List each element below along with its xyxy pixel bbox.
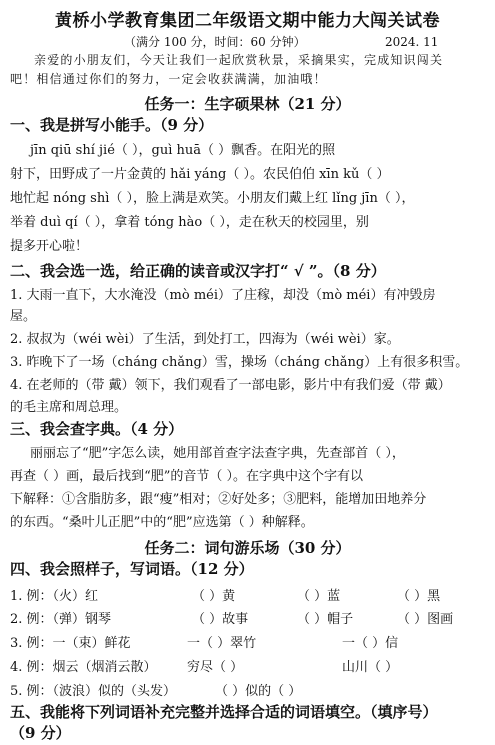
section4-row1-item3: （ ）黑 [397, 589, 441, 604]
section3-line-1: 丽丽忘了“肥”字怎么读，她用部首查字法查字典，先查部首（ ）， [30, 446, 405, 461]
section4-row1-item1: （ ）黄 [192, 589, 236, 604]
section4-row1-item2: （ ）蓝 [297, 589, 341, 604]
section1-line-2: 射下，田野成了一片金黄的 hǎi yáng（ ）。农民伯伯 xīn kǔ（ ） [10, 167, 390, 182]
section4-row2-item2: （ ）帽子 [297, 612, 354, 627]
section4-row4-item1: 穷尽（ ） [187, 660, 244, 675]
section4-row5-example: 5. 例：（波浪）似的（头发） [10, 684, 177, 699]
section2-line-5: 4. 在老师的（带 戴）领下，我们观看了一部电影，影片中有我们爱（带 戴） [10, 378, 451, 393]
section4-row3-example: 3. 例：一（束）鲜花 [10, 636, 131, 651]
section2-line-4: 3. 昨晚下了一场（cháng chǎng）雪，操场（cháng chǎng）上有很多积雪。 [10, 355, 469, 370]
intro-line-1: 亲爱的小朋友们，今天让我们一起欣赏秋景，采摘果实，完成知识闯关 [34, 53, 444, 67]
task2-title: 任务二：词句游乐场（30 分） [144, 539, 351, 557]
section4-row2-item1: （ ）故事 [192, 612, 249, 627]
section3-line-3: 下解释：①含脂肪多，跟“瘦”相对；②好处多；③肥料，能增加田地养分 [10, 492, 427, 507]
section3-line-2: 再查（ ）画，最后找到“肥”的音节（ ）。在字典中这个字有以 [10, 469, 364, 484]
section4-row2-item3: （ ）图画 [397, 612, 454, 627]
section4-row5-item1: （ ）似的（ ） [215, 684, 302, 699]
section4-row4-item2: 山川（ ） [342, 660, 399, 675]
section2-heading: 二、我会选一选，给正确的读音或汉字打“ √ ”。（8 分） [10, 262, 386, 280]
section1-line-1: jīn qiū shí jié（ ），guì huā（ ）飘香。在阳光的照 [30, 143, 336, 158]
section4-heading: 四、我会照样子，写词语。（12 分） [10, 560, 254, 578]
section5-heading-score: （9 分） [10, 724, 71, 742]
section5-heading: 五、我能将下列词语补充完整并选择合适的词语填空。（填序号） [10, 703, 438, 721]
section4-row1-example: 1. 例：（火）红 [10, 589, 99, 604]
exam-meta-score-time: （满分 100 分，时间：60 分钟） [124, 35, 306, 49]
task1-title: 任务一：生字硕果林（21 分） [144, 95, 351, 113]
section4-row4-example: 4. 例：烟云（烟消云散） [10, 660, 157, 675]
section1-line-4: 举着 duì qí（ ），拿着 tóng hào（ ），走在秋天的校园里，别 [10, 215, 369, 230]
section2-line-2: 屋。 [10, 309, 37, 324]
section4-row3-item2: 一（ ）信 [342, 636, 399, 651]
section1-line-5: 提多开心啦！ [10, 239, 89, 254]
section2-line-3: 2. 叔叔为（wéi wèi）了生活，到处打工，四海为（wéi wèi）家。 [10, 332, 400, 347]
section1-heading: 一、我是拼写小能手。（9 分） [10, 116, 214, 134]
section2-line-6: 的毛主席和周总理。 [10, 400, 128, 415]
exam-meta-date: 2024. 11 [385, 35, 439, 49]
section1-line-3: 地忙起 nóng shì（ ），脸上满是欢笑。小朋友们戴上红 lǐng jīn（ ）， [10, 191, 415, 206]
exam-title: 黄桥小学教育集团二年级语文期中能力大闯关试卷 [55, 11, 440, 31]
section3-heading: 三、我会查字典。（4 分） [10, 420, 184, 438]
section4-row2-example: 2. 例：（弹）钢琴 [10, 612, 112, 627]
section3-line-4: 的东西。“桑叶儿正肥”中的“肥”应选第（ ）种解释。 [10, 515, 314, 530]
section2-line-1: 1. 大雨一直下，大水淹没（mò méi）了庄稼，却没（mò méi）有冲毁房 [10, 288, 436, 303]
section4-row3-item1: 一（ ）翠竹 [187, 636, 257, 651]
intro-line-2: 吧！相信通过你们的努力，一定会收获满满，加油哦！ [10, 72, 327, 86]
